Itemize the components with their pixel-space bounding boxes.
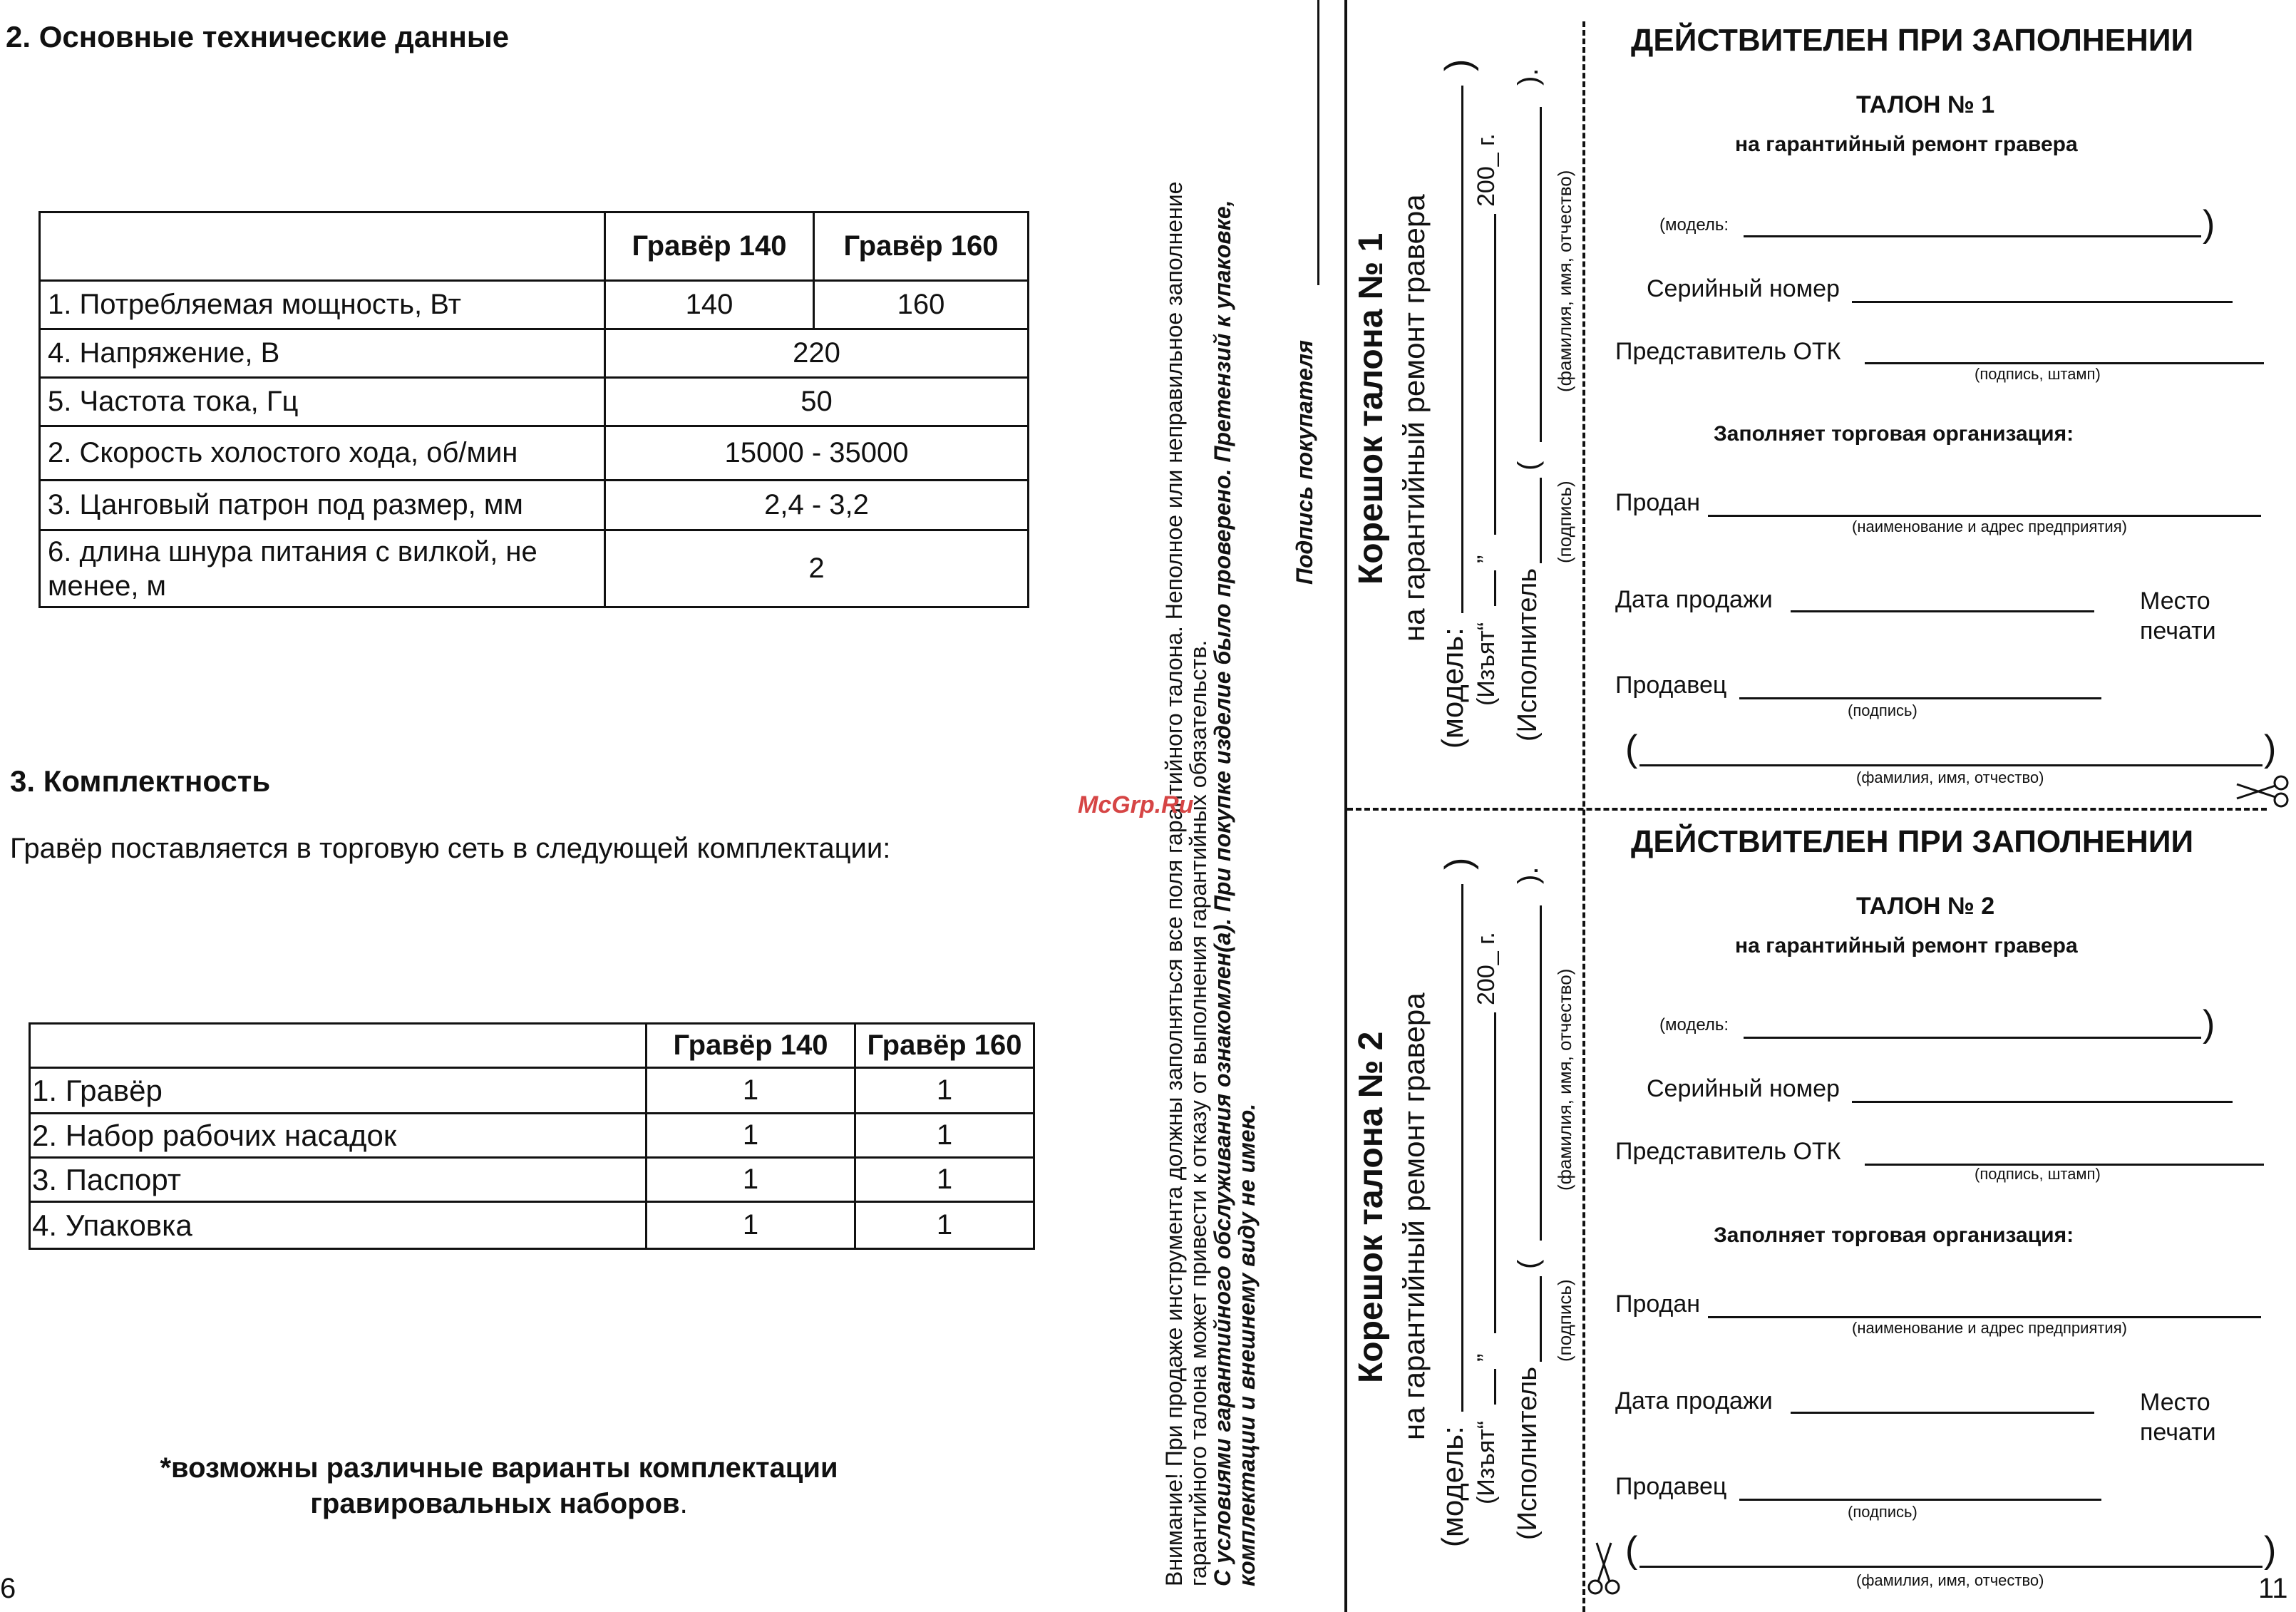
stub2-executor-label: (Исполнитель [1513,1366,1543,1540]
table-row [40,530,1029,607]
coupon2-name-paren-close: ) [2264,1529,2277,1571]
section3-text: Гравёр поставляется в торговую сеть в следующей комплектации: [10,833,891,864]
table-header-row [40,212,1029,281]
stub2-subtitle: на гарантийный ремонт гравера [1397,992,1431,1440]
coupon1-seller-line [1739,697,2101,699]
coupon2-model-line [1744,1037,2201,1039]
stub2-day-line [1494,1369,1496,1405]
coupon2-seller-label: Продавец [1615,1473,1727,1500]
stub2-quote: ” [1473,1353,1500,1362]
stub2-name-paren-open: ( [1513,1259,1544,1269]
stub1-executor-label: (Исполнитель [1513,568,1543,741]
stub1-day-line [1494,570,1496,606]
scissors-icon [2234,774,2292,812]
warning-line3: С условиями гарантийного обслуживания ознакомлен(а). При покупке изделие было проверено. Претензий к упаковке, [1210,200,1235,1586]
stub1-sign-hint: (подпись) [1554,481,1575,563]
stub2-month-line [1494,1012,1496,1333]
table-row [30,1158,1034,1202]
table-cell: 1 [647,1158,855,1202]
scissors-icon [1587,1540,1621,1602]
coupon1-model-paren: ) [2203,203,2215,245]
table-cell: 1 [647,1202,855,1249]
table-header-cell: Гравёр 140 [647,1024,855,1068]
stub1-sign-line [1540,478,1542,563]
coupon2-date-line [1791,1412,2094,1414]
table-row [40,378,1029,426]
stub2-model-paren: ) [1438,857,1479,870]
kit-note-dot: . [679,1488,688,1519]
cut-line-horizontal [1347,808,2267,811]
table-header-cell [40,212,605,281]
table-row [40,329,1029,378]
table-row [30,1114,1034,1158]
coupon1-name-paren-open: ( [1625,728,1638,769]
table-row [40,481,1029,530]
table-cell: 2 [605,530,1029,607]
coupon1-model-label: (модель: [1659,215,1729,235]
page-number-right: 11 [2258,1573,2288,1604]
coupon2-title: ТАЛОН № 2 [1856,893,1995,920]
stub2-title: Корешок талона № 2 [1352,1031,1390,1383]
coupon2-header: ДЕЙСТВИТЕЛЕН ПРИ ЗАПОЛНЕНИИ [1631,824,2194,859]
section3-title: 3. Комплектность [10,764,271,798]
table-cell: 1 [647,1114,855,1158]
coupon2-name-hint: (фамилия, имя, отчество) [1856,1571,2044,1589]
table-cell: 3. Цанговый патрон под размер, мм [40,481,605,530]
stub2-model-label: (модель: [1436,1426,1469,1547]
table-cell: 5. Частота тока, Гц [40,378,605,426]
table-cell: 1 [855,1202,1034,1249]
stub1-year-label: 200_ г. [1473,133,1500,207]
coupon2-sold-label: Продан [1615,1290,1701,1318]
table-cell: 15000 - 35000 [605,426,1029,481]
table-cell: 3. Паспорт [30,1158,647,1202]
kit-note-line1: *возможны различные варианты комплектации [160,1452,838,1484]
coupon1-date-label: Дата продажи [1615,586,1773,613]
coupon2-seller-hint: (подпись) [1848,1503,1917,1521]
coupon2-date-label: Дата продажи [1615,1387,1773,1415]
coupon1-sold-hint: (наименование и адрес предприятия) [1852,518,2127,535]
coupon1-trade-label: Заполняет торговая организация: [1714,422,2074,446]
specs-table [38,211,1029,608]
coupon1-date-line [1791,610,2094,612]
coupon1-otk-line [1865,362,2264,364]
table-row [30,1068,1034,1114]
section2-title: 2. Основные технические данные [6,20,510,53]
coupon2-name-paren-open: ( [1625,1529,1638,1571]
coupon1-header: ДЕЙСТВИТЕЛЕН ПРИ ЗАПОЛНЕНИИ [1631,23,2194,58]
table-cell: 220 [605,329,1029,378]
warning-line1: Внимание! При продаже инструмента должны заполняться все поля гарантийного талона. Неполное или неправильное заполнение [1161,181,1187,1586]
stub1-name-paren-close: ). [1513,68,1544,86]
stub1-title: Корешок талона № 1 [1352,232,1390,585]
stub1-seized-label: (Изъят“ [1473,622,1500,706]
table-cell: 140 [605,281,814,329]
table-cell: 160 [814,281,1029,329]
coupon1-serial-line [1852,301,2233,303]
table-cell: 4. Напряжение, В [40,329,605,378]
coupon2-model-label: (модель: [1659,1015,1729,1035]
table-cell: 50 [605,378,1029,426]
stub1-month-line [1494,214,1496,535]
coupon1-title: ТАЛОН № 1 [1856,91,1995,118]
coupon1-otk-hint: (подпись, штамп) [1975,365,2101,383]
coupon2-seller-line [1739,1499,2101,1501]
table-cell: 1 [855,1114,1034,1158]
buyer-signature-line [1317,0,1319,285]
table-header-cell: Гравёр 160 [855,1024,1034,1068]
stub1-name-line [1540,107,1542,442]
stub2-model-line [1461,884,1463,1412]
table-cell: 1 [647,1068,855,1114]
table-cell: 2,4 - 3,2 [605,481,1029,530]
kit-table [29,1022,1035,1250]
table-cell: 1. Гравёр [30,1068,647,1114]
stub1-name-hint: (фамилия, имя, отчество) [1554,170,1575,392]
coupon2-serial-line [1852,1101,2233,1103]
stub1-model-paren: ) [1438,58,1479,71]
warning-line2: гарантийного талона может привести к отказу от выполнения гарантийных обязательств. [1185,640,1211,1586]
cut-line-vertical [1582,21,1585,1612]
table-header-cell: Гравёр 140 [605,212,814,281]
coupon2-stamp-line2: печати [2140,1419,2216,1446]
spine-line [1344,0,1347,1612]
coupon2-model-paren: ) [2203,1003,2215,1044]
table-row [30,1202,1034,1249]
kit-note [143,1450,855,1521]
table-header-cell [30,1024,647,1068]
kit-note-line2-wrap [143,1486,855,1521]
watermark: McGrp.Ru [1078,791,1194,818]
stub2-name-line [1540,905,1542,1241]
coupon2-name-line [1639,1566,2262,1568]
table-cell: 4. Упаковка [30,1202,647,1249]
coupon1-seller-hint: (подпись) [1848,702,1917,719]
table-cell: 2. Скорость холостого хода, об/мин [40,426,605,481]
stub1-name-paren-open: ( [1513,461,1544,471]
warning-line4: комплектации и внешнему виду не имею. [1234,1103,1260,1586]
table-row [40,426,1029,481]
coupon2-serial-label: Серийный номер [1647,1075,1840,1102]
table-cell: 1 [855,1068,1034,1114]
page-number-left: 6 [0,1573,16,1604]
coupon2-otk-hint: (подпись, штамп) [1975,1165,2101,1183]
stub2-name-paren-close: ). [1513,866,1544,884]
stub2-year-label: 200_ г. [1473,932,1500,1005]
coupon2-subtitle: на гарантийный ремонт гравера [1735,934,2078,958]
coupon1-stamp-line1: Место [2140,587,2210,615]
table-cell: 2. Набор рабочих насадок [30,1114,647,1158]
coupon1-sold-line [1708,515,2261,517]
coupon1-serial-label: Серийный номер [1647,275,1840,302]
stub1-model-label: (модель: [1436,627,1469,749]
stub2-name-hint: (фамилия, имя, отчество) [1554,968,1575,1191]
coupon2-otk-label: Представитель ОТК [1615,1138,1841,1165]
coupon1-otk-label: Представитель ОТК [1615,338,1841,365]
coupon2-trade-label: Заполняет торговая организация: [1714,1223,2074,1247]
table-cell: 1. Потребляемая мощность, Вт [40,281,605,329]
coupon1-name-paren-close: ) [2264,728,2277,769]
table-row [40,281,1029,329]
stub1-quote: ” [1473,555,1500,563]
table-cell: 1 [855,1158,1034,1202]
coupon1-stamp-line2: печати [2140,617,2216,645]
stub1-subtitle: на гарантийный ремонт гравера [1397,194,1431,642]
coupon2-sold-line [1708,1316,2261,1318]
stub2-sign-line [1540,1276,1542,1362]
table-header-cell: Гравёр 160 [814,212,1029,281]
coupon1-name-hint: (фамилия, имя, отчество) [1856,769,2044,786]
kit-note-line2: гравировальных наборов [310,1488,680,1519]
coupon1-sold-label: Продан [1615,489,1701,516]
table-cell: 6. длина шнура питания с вилкой, не менее, м [40,530,605,607]
coupon1-name-line [1639,764,2262,766]
coupon2-stamp-line1: Место [2140,1389,2210,1416]
coupon1-subtitle: на гарантийный ремонт гравера [1735,133,2078,156]
stub2-sign-hint: (подпись) [1554,1279,1575,1362]
coupon2-sold-hint: (наименование и адрес предприятия) [1852,1319,2127,1337]
stub1-model-line [1461,86,1463,613]
coupon1-seller-label: Продавец [1615,672,1727,699]
stub2-seized-label: (Изъят“ [1473,1420,1500,1504]
buyer-signature-label: Подпись покупателя [1292,340,1317,585]
coupon1-model-line [1744,235,2201,237]
table-header-row [30,1024,1034,1068]
warning-text [1162,182,1259,1586]
